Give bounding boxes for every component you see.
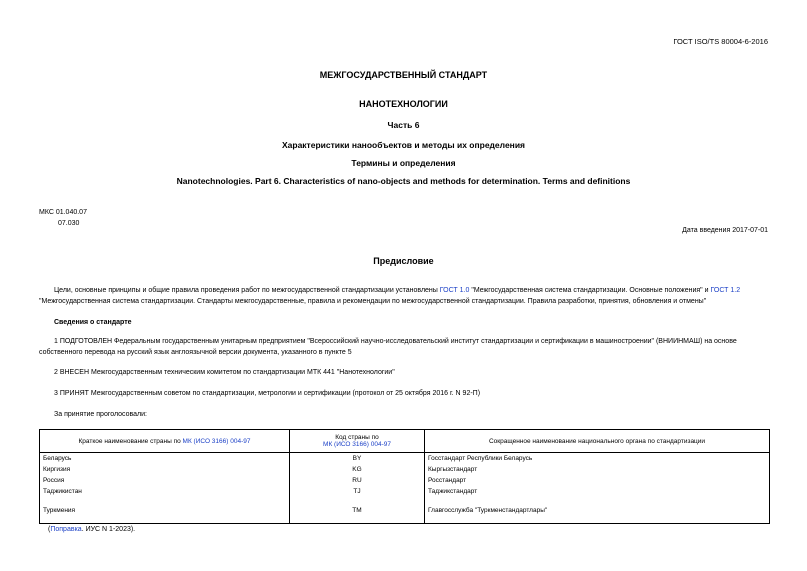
classification-codes [39, 207, 87, 229]
header-country-text: Краткое наименование страны по [78, 437, 183, 445]
country-cell: Россия [40, 475, 290, 486]
code-cell: TM [290, 497, 425, 524]
header-code-text: Код страны по [335, 434, 379, 441]
intro-text-1: Цели, основные принципы и общие правила проведения работ по межгосударственной стандартизации установлены [54, 287, 440, 294]
title-part: Часть 6 [387, 120, 420, 130]
mk-iso-3166-code-link[interactable]: МК (ИСО 3166) 004-97 [323, 441, 391, 448]
standard-type-heading: МЕЖГОСУДАРСТВЕННЫЙ СТАНДАРТ [319, 70, 488, 80]
country-cell: Беларусь [40, 453, 290, 465]
intro-text-2: "Межгосударственная система стандартизации. Основные положения" и [469, 287, 711, 294]
mk-iso-3166-link[interactable]: МК (ИСО 3166) 004-97 [182, 437, 251, 445]
table-row [40, 464, 770, 475]
header-standards-body: Сокращенное наименование национального органа по стандартизации [425, 430, 770, 453]
table-row [40, 486, 770, 497]
table-row [40, 453, 770, 465]
code-cell: KG [290, 464, 425, 475]
code-cell: TJ [290, 486, 425, 497]
item-1-prepared: 1 ПОДГОТОВЛЕН Федеральным государственным унитарным предприятием "Всероссийский научно-исследовательский институт стандартизации и сертификации в машиностроении" (ВНИИНМАШ) на основе собственного перевода на русский язык англоязычной версии документа, указанного в пункте 5 [39, 338, 737, 356]
table-header-row [40, 430, 770, 453]
gost-1-0-link[interactable]: ГОСТ 1.0 [439, 287, 470, 294]
document-number: ГОСТ ISO/TS 80004-6-2016 [673, 37, 768, 46]
gost-1-2-link[interactable]: ГОСТ 1.2 [710, 287, 741, 294]
code-cell: BY [290, 453, 425, 465]
amendment-text: . ИУС N 1-2023). [81, 526, 136, 533]
intro-text-3: "Межгосударственная система стандартизации. Стандарты межгосударственные, правила и рекомендации по межгосударственной стандартизации. Правила разработки, принятия, обновления и отмены" [39, 297, 707, 305]
country-cell: Таджикистан [40, 486, 290, 497]
intro-paragraph [39, 286, 769, 307]
mks-code-1: МКС 01.040.07 [39, 209, 87, 216]
org-cell: Госстандарт Республики Беларусь [425, 453, 770, 465]
preface-heading: Предисловие [373, 256, 434, 266]
title-english: Nanotechnologies. Part 6. Characteristics of nano-objects and methods for determination. Terms and definitions [176, 176, 631, 186]
title-terms: Термины и определения [351, 158, 456, 168]
org-cell: Главгосслужба "Туркменстандартлары" [425, 497, 770, 524]
title-subtitle: Характеристики нанообъектов и методы их определения [281, 140, 525, 150]
header-country-name [40, 430, 290, 453]
amendment-note [48, 526, 135, 533]
org-cell: Росстандарт [425, 475, 770, 486]
effective-date: Дата введения 2017-07-01 [682, 227, 768, 234]
amendment-link[interactable]: Поправка [50, 526, 82, 533]
header-country-code [290, 430, 425, 453]
code-cell: RU [290, 475, 425, 486]
mks-code-2: 07.030 [58, 220, 80, 227]
item-2-introduced: 2 ВНЕСЕН Межгосударственным техническим комитетом по стандартизации МТК 441 "Нанотехнологии" [54, 369, 395, 376]
country-cell: Киргизия [40, 464, 290, 475]
table-row [40, 497, 770, 524]
table-row [40, 475, 770, 486]
voting-table [39, 429, 770, 524]
country-cell: Туркмения [40, 497, 290, 524]
title-main: НАНОТЕХНОЛОГИИ [359, 99, 448, 109]
item-3-adopted: 3 ПРИНЯТ Межгосударственным советом по стандартизации, метрологии и сертификации (протокол от 25 октября 2016 г. N 92-П) [54, 390, 481, 397]
standard-info-heading: Сведения о стандарте [54, 319, 132, 326]
voted-label: За принятие проголосовали: [54, 411, 147, 418]
org-cell: Таджикстандарт [425, 486, 770, 497]
amendment-open-paren: ( [48, 526, 51, 533]
org-cell: Кыргызстандарт [425, 464, 770, 475]
